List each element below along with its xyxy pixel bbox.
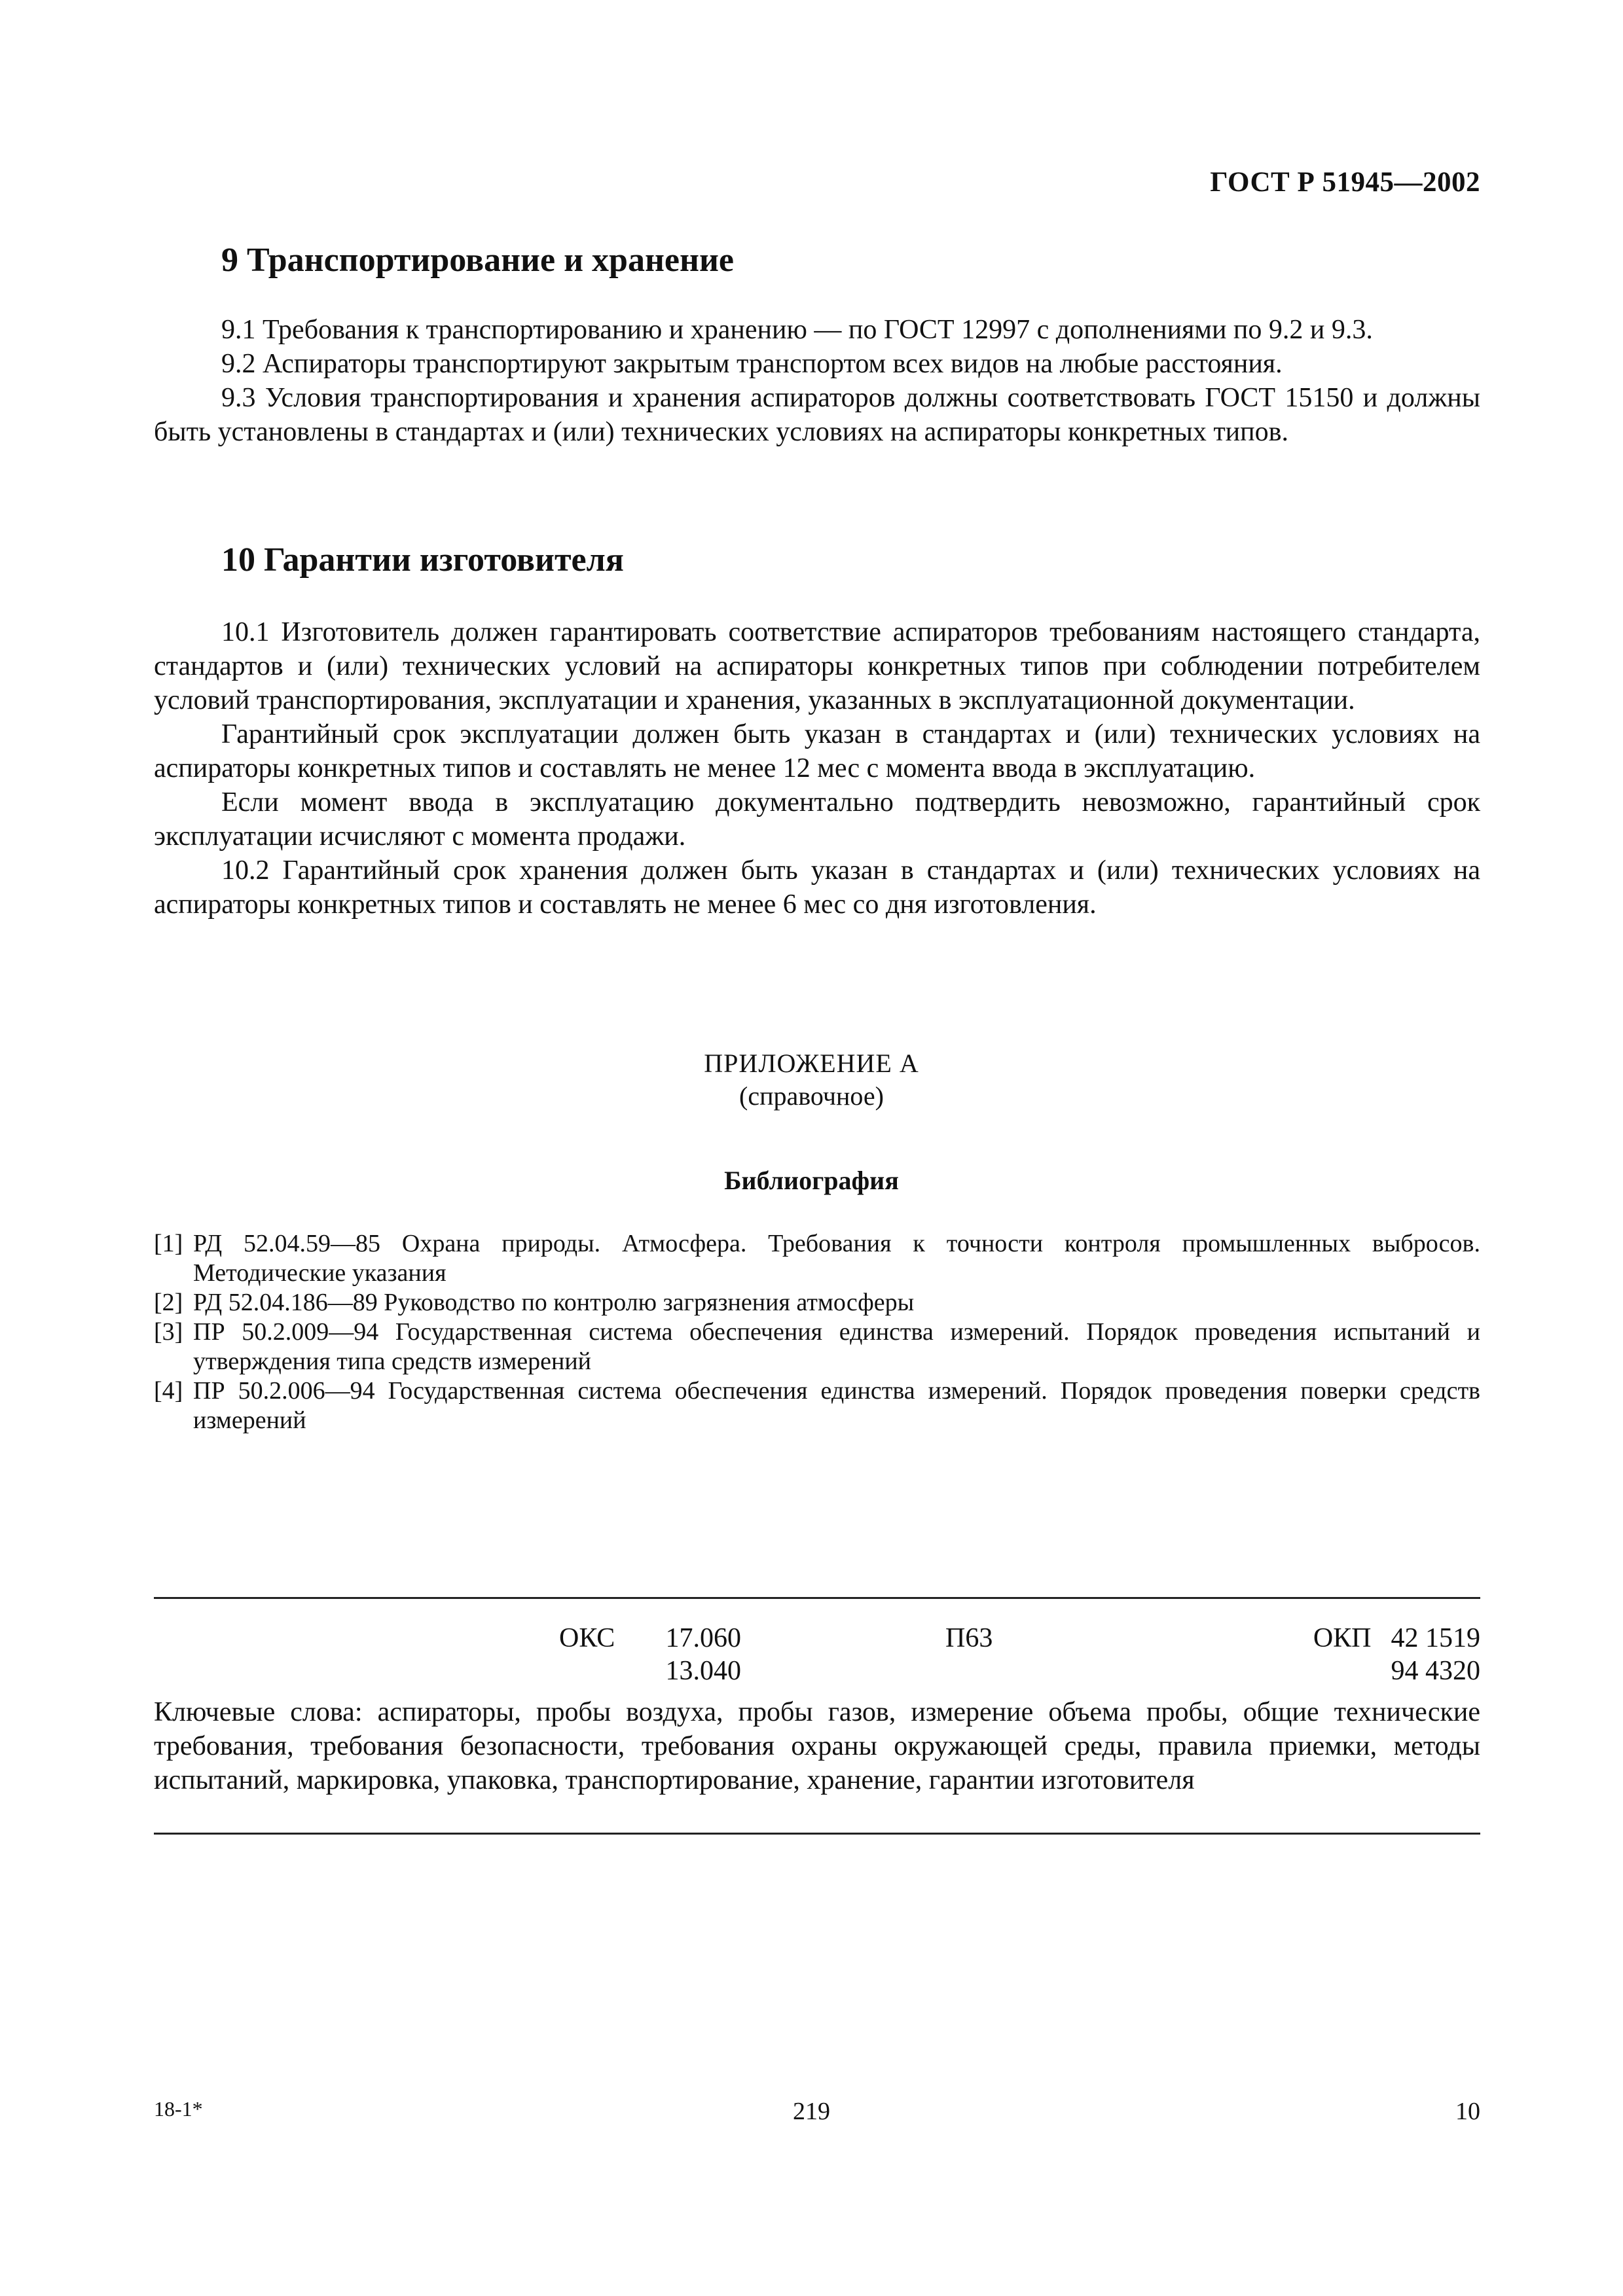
bibliography-number: [4] <box>154 1377 183 1405</box>
keywords: Ключевые слова: аспираторы, пробы воздуха, пробы газов, измерение объема пробы, общие технические требования, требования безопасности, требования охраны окружающей среды, правила приемки, методы испытаний, маркировка, упаковка, транспортирование, хранение, гарантии изготовителя <box>154 1697 1480 1795</box>
footer-print-mark: 18-1* <box>154 2097 203 2121</box>
appendix-title: ПРИЛОЖЕНИЕ А <box>704 1049 919 1078</box>
paragraph-warranty-sale: Если момент ввода в эксплуатацию документально подтвердить невозможно, гарантийный срок эксплуатации исчисляют с момента продажи. <box>154 787 1480 852</box>
section-9-heading: 9 Транспортирование и хранение <box>221 242 734 279</box>
bibliography-title: Библиография <box>724 1166 899 1195</box>
bibliography-number: [1] <box>154 1230 183 1257</box>
bibliography-item <box>154 1318 1480 1376</box>
bibliography-item <box>154 1229 1480 1288</box>
bibliography-number: [3] <box>154 1318 183 1346</box>
paragraph-9-1: 9.1 Требования к транспортированию и хранению — по ГОСТ 12997 с дополнениями по 9.2 и 9.3. <box>221 315 1373 345</box>
divider-top <box>154 1597 1480 1599</box>
bibliography-text: ПР 50.2.009—94 Государственная система обеспечения единства измерений. Порядок проведения испытаний и утверждения типа средств измерений <box>193 1318 1480 1375</box>
paragraph-9-2: 9.2 Аспираторы транспортируют закрытым транспортом всех видов на любые расстояния. <box>221 349 1283 379</box>
appendix-subtitle: (справочное) <box>739 1081 884 1111</box>
paragraph-warranty-operation: Гарантийный срок эксплуатации должен быть указан в стандартах и (или) технических условиях на аспираторы конкретных типов и составлять не менее 12 мес с момента ввода в эксплуатацию. <box>154 719 1480 783</box>
okp-code: 94 4320 <box>1391 1656 1480 1686</box>
okp-label: ОКП <box>1313 1623 1372 1653</box>
paragraph-10-1: 10.1 Изготовитель должен гарантировать соответствие аспираторов требованиям настоящего стандарта, стандартов и (или) технических условий на аспираторы конкретных типов при соблюдении потребителем условий транспортирования, эксплуатации и хранения, указанных в эксплуатационной документации. <box>154 617 1480 715</box>
section-9-body <box>154 313 1480 449</box>
document-code: ГОСТ Р 51945—2002 <box>1210 167 1480 198</box>
bibliography-item <box>154 1376 1480 1435</box>
bibliography-text: РД 52.04.59—85 Охрана природы. Атмосфера. Требования к точности контроля промышленных выбросов. Методические указания <box>193 1230 1480 1287</box>
footer-sheet-number: 10 <box>1455 2098 1480 2125</box>
oks-classification <box>559 1622 741 1687</box>
paragraph-10-2: 10.2 Гарантийный срок хранения должен быть указан в стандартах и (или) технических условиях на аспираторы конкретных типов и составлять не менее 6 мес со дня изготовления. <box>154 855 1480 920</box>
bibliography-item <box>154 1288 1480 1318</box>
footer-page-number: 219 <box>793 2098 830 2125</box>
divider-bottom <box>154 1833 1480 1835</box>
section-10-heading: 10 Гарантии изготовителя <box>221 541 624 579</box>
okp-classification <box>1313 1622 1480 1687</box>
group-code: П63 <box>945 1623 993 1653</box>
bibliography-number: [2] <box>154 1289 183 1316</box>
bibliography-list <box>154 1229 1480 1435</box>
okp-code: 42 1519 <box>1391 1623 1480 1653</box>
section-10-body <box>154 615 1480 922</box>
bibliography-text: ПР 50.2.006—94 Государственная система обеспечения единства измерений. Порядок проведения поверки средств измерений <box>193 1377 1480 1434</box>
oks-code: 13.040 <box>665 1656 741 1686</box>
paragraph-9-3: 9.3 Условия транспортирования и хранения аспираторов должны соответствовать ГОСТ 15150 и должны быть установлены в стандартах и (или) технических условиях на аспираторы конкретных типов. <box>154 383 1480 447</box>
bibliography-text: РД 52.04.186—89 Руководство по контролю загрязнения атмосферы <box>193 1289 915 1316</box>
oks-code: 17.060 <box>665 1623 741 1653</box>
oks-label: ОКС <box>559 1623 615 1653</box>
